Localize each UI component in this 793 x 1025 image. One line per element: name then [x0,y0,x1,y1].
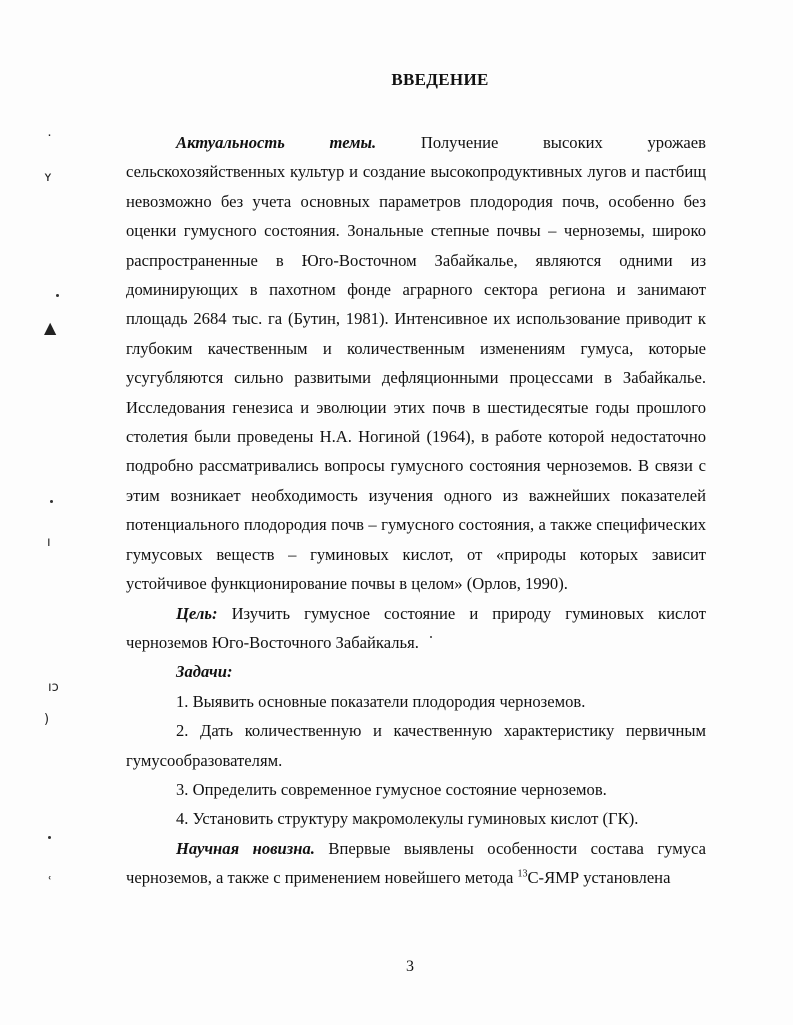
task-item: 2. Дать количественную и качественную характеристику первичным гумусообразователям. [126,721,706,770]
goal-text: Изучить гумусное состояние и природу гуминовых кислот черноземов Юго-Восточного Забайкалья. [126,603,706,652]
relevance-paragraph [126,128,706,599]
scan-speck: ▲ [44,318,57,337]
novelty-paragraph [126,834,706,893]
novelty-text-before: Впервые выявлены особенности состава гумуса черноземов, а также с применением новейшего метода [126,838,706,888]
page-heading: ВВЕДЕНИЕ [391,70,489,89]
scan-speck [48,836,51,839]
scan-speck: ıɔ [48,680,59,695]
relevance-text: Получение высоких урожаев сельскохозяйственных культур и создание высокопродуктивных лугов и пастбищ невозможно без учета основных параметров плодородия почв, особенно без оценки гумусного состояния. Зональные степные почвы – черноземы, широко распространенные в Юго-Восточном Забайкалье, являются одними из доминирующих в пахотном фонде аграрного сектора региона и занимают площадь 2684 тыс. га (Бутин, 1981). Интенсивное их использование приводит к глубоким качественным и количественным изменениям гумуса, которые усугубляются сильно развитыми дефляционными процессами в Забайкалье. Исследования генезиса и эволюции этих почв в шестидесятые годы прошлого столетия были проведены Н.А. Ногиной (1964), в работе которой недостаточно подробно рассматривались вопросы гумусного состояния черноземов. В связи с этим возникает необходимость изучения одного из важнейших показателей потенциального плодородия почв – гумусного состояния, а также специфических гумусовых веществ – гуминовых кислот, от «природы которых зависит устойчивое функционирование почвы в целом» (Орлов, 1990). [126,133,706,594]
scan-speck [430,636,432,638]
page-number: 3 [406,958,414,975]
relevance-label: Актуальность темы. [176,133,377,152]
goal-label: Цель: [176,603,218,623]
task-item: 1. Выявить основные показатели плодородия черноземов. [176,691,586,711]
novelty-superscript: 13 [517,868,528,880]
task-item: 3. Определить современное гумусное состояние черноземов. [176,779,607,799]
task-item: 4. Установить структуру макромолекулы гуминовых кислот (ГК). [176,809,639,829]
body-text [126,128,706,893]
scan-speck: ı [47,535,51,550]
novelty-text-after: С-ЯМР установлена [527,868,671,888]
scan-speck: ʿ [48,875,52,890]
scan-speck [56,294,59,297]
scan-speck: ٠ [46,128,53,143]
goal-paragraph [126,599,706,658]
scan-speck: ) [44,712,50,727]
tasks-heading [126,657,706,686]
scan-speck [50,500,53,503]
tasks-label: Задачи: [176,662,233,682]
scan-speck: ʏ [44,170,52,185]
novelty-label: Научная новизна. [176,838,315,858]
